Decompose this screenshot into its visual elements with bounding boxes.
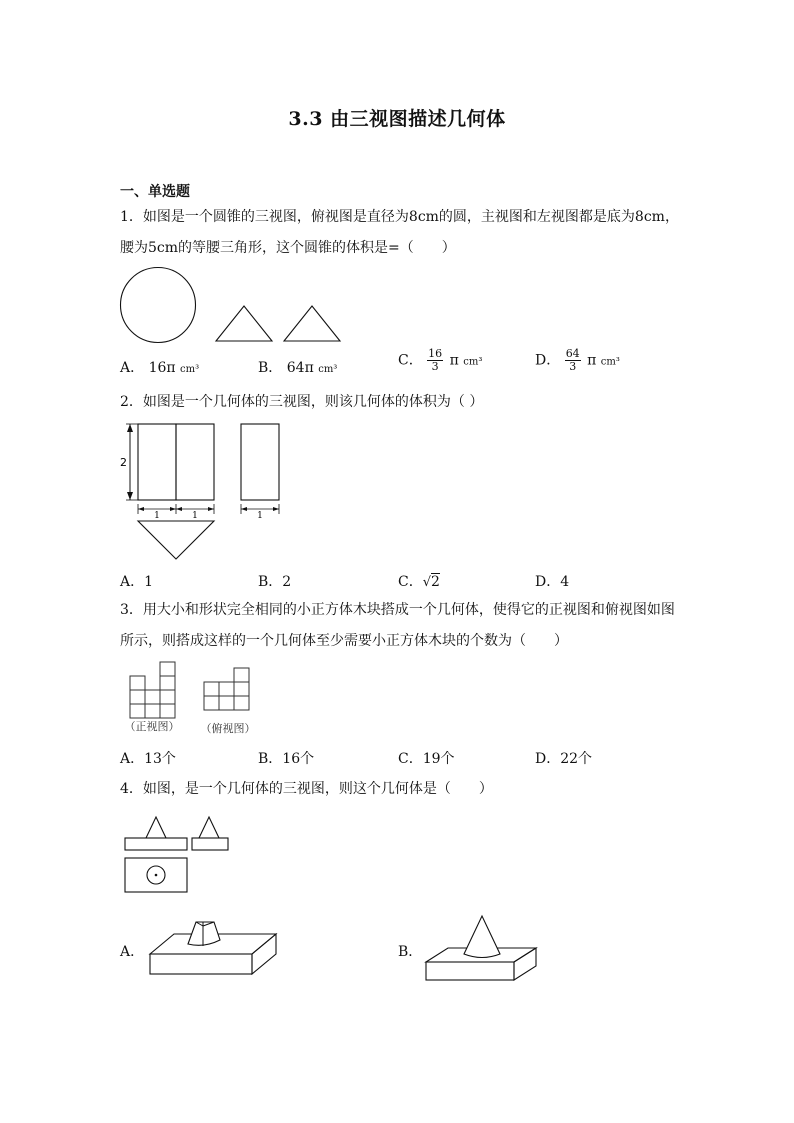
q1-option-a[interactable] xyxy=(120,357,199,377)
q4-option-b[interactable]: B． xyxy=(398,944,423,960)
q1-option-b[interactable] xyxy=(258,357,337,377)
q1-option-d-denominator: 3 xyxy=(569,360,577,373)
top-view-grid xyxy=(204,668,249,710)
q1-option-d-unit: cm³ xyxy=(600,356,620,368)
question-3-line-1: 3．用大小和形状完全相同的小正方体木块搭成一个几何体，使得它的正视图和俯视图如图 xyxy=(120,602,675,618)
q4-option-a-figure xyxy=(148,918,278,978)
question-1-line-2: 腰为5cm的等腰三角形，这个圆锥的体积是=（ ） xyxy=(120,240,456,256)
q1-option-c-pi: π xyxy=(449,352,459,369)
q3-option-a[interactable]: A．13个 xyxy=(120,751,176,767)
q1-option-c-unit: cm³ xyxy=(463,356,483,368)
front-view-rect-left xyxy=(138,424,176,500)
q1-option-c-fraction xyxy=(427,348,443,373)
side-view-triangle xyxy=(284,306,340,341)
q1-option-c-denominator: 3 xyxy=(431,360,439,373)
q1-option-d-fraction xyxy=(565,348,581,373)
question-1-text xyxy=(120,202,680,264)
cone-three-views-figure xyxy=(118,267,358,347)
page-title: 3.3 由三视图描述几何体 xyxy=(288,108,506,130)
height-label: 2 xyxy=(120,456,127,469)
width-label-1: 1 xyxy=(154,511,160,521)
q1-option-a-unit: cm³ xyxy=(180,364,200,375)
q4-three-views-figure xyxy=(120,812,240,897)
q4-option-b-figure xyxy=(424,914,540,984)
top-view-triangle xyxy=(138,521,214,559)
q1-option-b-value: 64π xyxy=(286,360,314,376)
q3-option-c[interactable]: C．19个 xyxy=(398,751,455,767)
q3-option-d[interactable]: D．22个 xyxy=(535,751,593,767)
q4-option-a[interactable]: A． xyxy=(120,944,145,960)
question-1-line-1: 1．如图是一个圆锥的三视图，俯视图是直径为8cm的圆，主视图和左视图都是底为8cm， xyxy=(120,209,679,225)
q1-option-d-pi: π xyxy=(587,352,597,369)
front-view-rect-right xyxy=(176,424,214,500)
top-view-circle xyxy=(121,268,196,343)
q1-option-a-label: A． xyxy=(120,360,145,376)
question-2-text: 2．如图是一个几何体的三视图，则该几何体的体积为（ ） xyxy=(120,394,484,410)
q3-option-b[interactable]: B．16个 xyxy=(258,751,315,767)
q2-option-b[interactable]: B．2 xyxy=(258,574,292,590)
q1-option-a-value: 16π xyxy=(148,360,176,376)
solid-three-views-figure xyxy=(120,420,300,565)
q2-option-a[interactable]: A．1 xyxy=(120,574,154,590)
q2-option-c-label: C． xyxy=(398,574,423,590)
question-3-line-2: 所示，则搭成这样的一个几何体至少需要小正方体木块的个数为（ ） xyxy=(120,633,568,649)
side-width-label: 1 xyxy=(257,511,263,521)
front-view-caption: （正视图） xyxy=(124,720,180,733)
cube-views-figure xyxy=(124,660,274,738)
width-label-2: 1 xyxy=(192,511,198,521)
question-3-text xyxy=(120,595,680,657)
q1-option-b-unit: cm³ xyxy=(318,364,338,375)
q2-option-d[interactable]: D．4 xyxy=(535,574,570,590)
q2-option-c[interactable] xyxy=(398,571,440,591)
q1-option-c[interactable] xyxy=(398,348,482,373)
q1-option-b-label: B． xyxy=(258,360,283,376)
top-view-caption: （俯视图） xyxy=(200,722,256,735)
section-heading: 一、单选题 xyxy=(120,184,190,200)
sqrt-sign: √ xyxy=(422,575,432,590)
side-view-rect xyxy=(241,424,279,500)
q1-option-c-numerator: 16 xyxy=(428,347,443,360)
q1-option-d-numerator: 64 xyxy=(565,347,580,360)
q1-option-c-label: C． xyxy=(398,352,423,369)
question-4-text: 4．如图，是一个几何体的三视图，则这个几何体是（ ） xyxy=(120,781,493,797)
q1-option-d-label: D． xyxy=(535,352,561,369)
front-view-triangle xyxy=(216,306,272,341)
q1-option-d[interactable] xyxy=(535,348,620,373)
front-view-grid xyxy=(130,662,175,718)
q2-option-c-radicand: 2 xyxy=(431,574,440,590)
